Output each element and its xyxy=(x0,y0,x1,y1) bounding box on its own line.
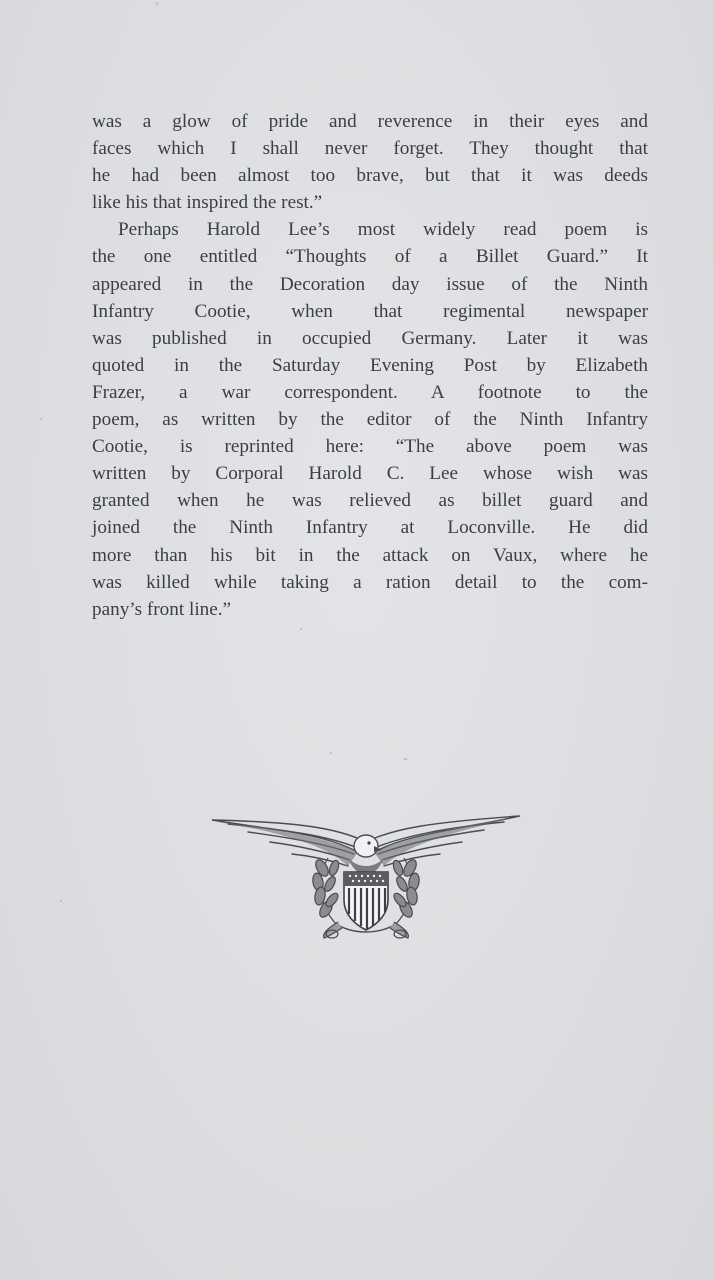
paragraph-1 xyxy=(92,108,648,216)
scan-speck xyxy=(404,758,407,760)
text-line: was published in occupied Germany. Later it was xyxy=(92,327,648,349)
text-line: Infantry Cootie, when that regimental newspaper xyxy=(92,300,648,322)
text-line: Cootie, is reprinted here: “The above poem was xyxy=(92,436,648,458)
text-line: Perhaps Harold Lee’s most widely read poem is xyxy=(118,219,648,241)
text-line: joined the Ninth Infantry at Loconville. He did xyxy=(92,517,648,539)
text-line: granted when he was relieved as billet guard and xyxy=(92,490,648,512)
text-line: like his that inspired the rest.” xyxy=(92,192,323,214)
scan-speck xyxy=(60,900,62,902)
body-text xyxy=(92,108,648,623)
text-line: pany’s front line.” xyxy=(92,598,232,620)
text-line: was a glow of pride and reverence in their eyes and xyxy=(92,111,648,132)
scan-speck xyxy=(300,628,302,630)
text-line: the one entitled “Thoughts of a Billet Guard.” It xyxy=(92,246,648,268)
text-line: poem, as written by the editor of the Ninth Infantry xyxy=(92,409,648,431)
scan-speck xyxy=(40,418,42,420)
scan-speck xyxy=(156,2,158,5)
text-line: was killed while taking a ration detail to the com- xyxy=(92,571,648,593)
paragraph-2 xyxy=(92,216,648,622)
text-line: more than his bit in the attack on Vaux, where he xyxy=(92,544,648,566)
text-line: Frazer, a war correspondent. A footnote to the xyxy=(92,381,648,403)
text-line: written by Corporal Harold C. Lee whose wish was xyxy=(92,463,648,485)
text-line: he had been almost too brave, but that it was deeds xyxy=(92,165,648,187)
text-line: appeared in the Decoration day issue of the Ninth xyxy=(92,273,648,295)
eagle-shield-emblem-icon xyxy=(208,808,524,942)
text-line: quoted in the Saturday Evening Post by Elizabeth xyxy=(92,354,648,376)
text-line: faces which I shall never forget. They thought that xyxy=(92,138,648,160)
scan-speck xyxy=(330,752,332,754)
